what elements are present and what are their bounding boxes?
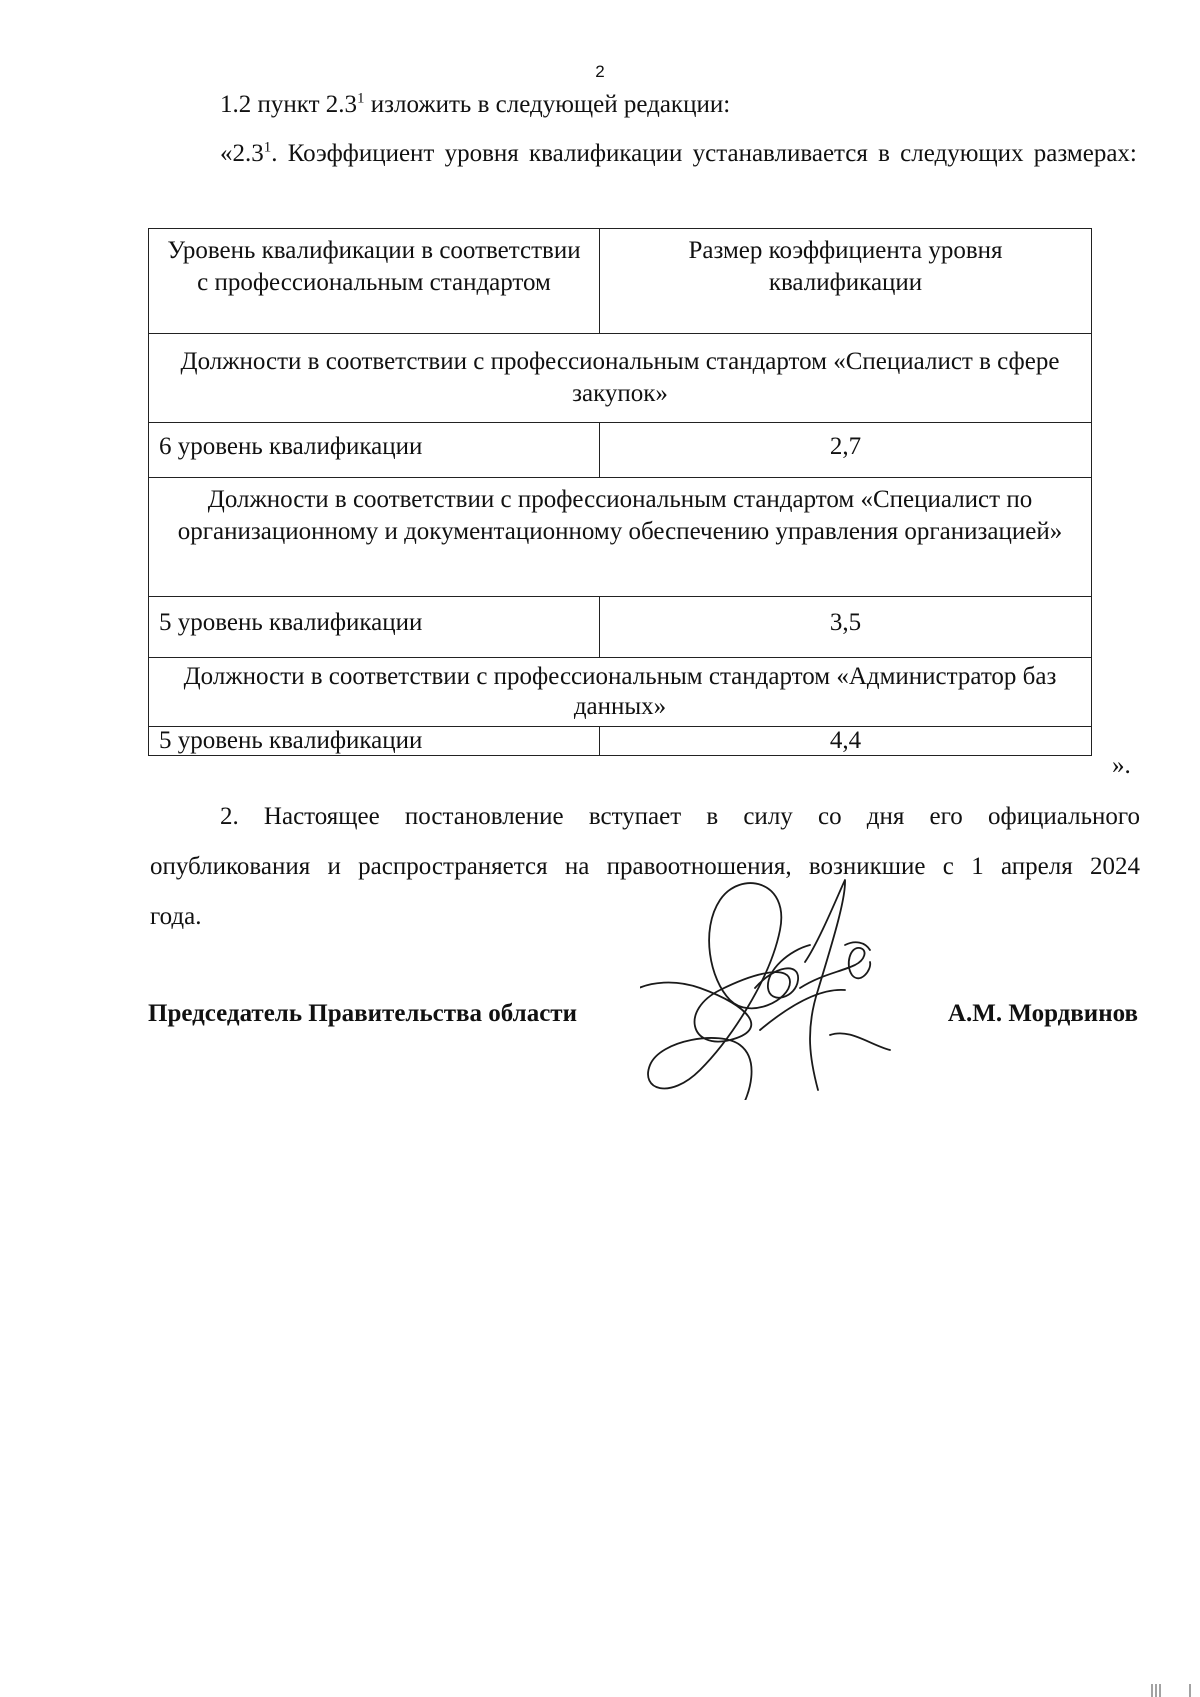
scan-edge-marks xyxy=(1150,1684,1196,1697)
qualification-level-cell: 5 уровень квалификации xyxy=(149,727,600,756)
coefficient-value-cell: 3,5 xyxy=(600,597,1092,658)
table-row xyxy=(149,597,1092,658)
header-coefficient-size: Размер коэффициента уровня квалификации xyxy=(600,229,1092,334)
section-title: Должности в соответствии с профессиональным стандартом «Специалист в сфере закупок» xyxy=(149,334,1092,423)
clause-body: . Коэффициент уровня квалификации устанавливается в следующих размерах: xyxy=(271,140,1137,167)
signatory-title: Председатель Правительства области xyxy=(148,1000,577,1027)
coefficient-table xyxy=(148,228,1092,756)
amendment-intro-text: изложить в следующей редакции: xyxy=(364,91,731,118)
paragraph-effective-date: 2. Настоящее постановление вступает в силу со дня его официального опубликования и распространяется на правоотношения, возникшие с 1 апреля 2024 года. xyxy=(150,803,1140,930)
table-section-row xyxy=(149,334,1092,423)
handwritten-signature xyxy=(640,870,920,1100)
clause-number: «2.3 xyxy=(220,140,264,167)
section-title: Должности в соответствии с профессиональным стандартом «Специалист по организационному и документационному обеспечению управления организацией» xyxy=(149,478,1092,597)
page-number: 2 xyxy=(595,62,605,81)
closing-quote: ». xyxy=(1112,752,1131,779)
qualification-level-cell: 5 уровень квалификации xyxy=(149,597,600,658)
paragraph-clause-text xyxy=(150,129,1140,179)
clause-ref: 1.2 пункт 2.3 xyxy=(220,91,357,118)
clause-superscript: 1 xyxy=(357,90,365,107)
table-header-row xyxy=(149,229,1092,334)
qualification-level-cell: 6 уровень квалификации xyxy=(149,423,600,478)
coefficient-value-cell: 4,4 xyxy=(600,727,1092,756)
coefficient-value-cell: 2,7 xyxy=(600,423,1092,478)
table-section-row xyxy=(149,478,1092,597)
table-row xyxy=(149,727,1092,756)
header-qualification-level: Уровень квалификации в соответствии с профессиональным стандартом xyxy=(149,229,600,334)
signatory-name: А.М. Мордвинов xyxy=(947,1000,1138,1027)
section-title: Должности в соответствии с профессиональным стандартом «Администратор баз данных» xyxy=(149,658,1092,727)
clause-superscript: 1 xyxy=(263,139,272,156)
table-row xyxy=(149,423,1092,478)
paragraph-amendment-intro xyxy=(150,80,1140,130)
table-section-row xyxy=(149,658,1092,727)
